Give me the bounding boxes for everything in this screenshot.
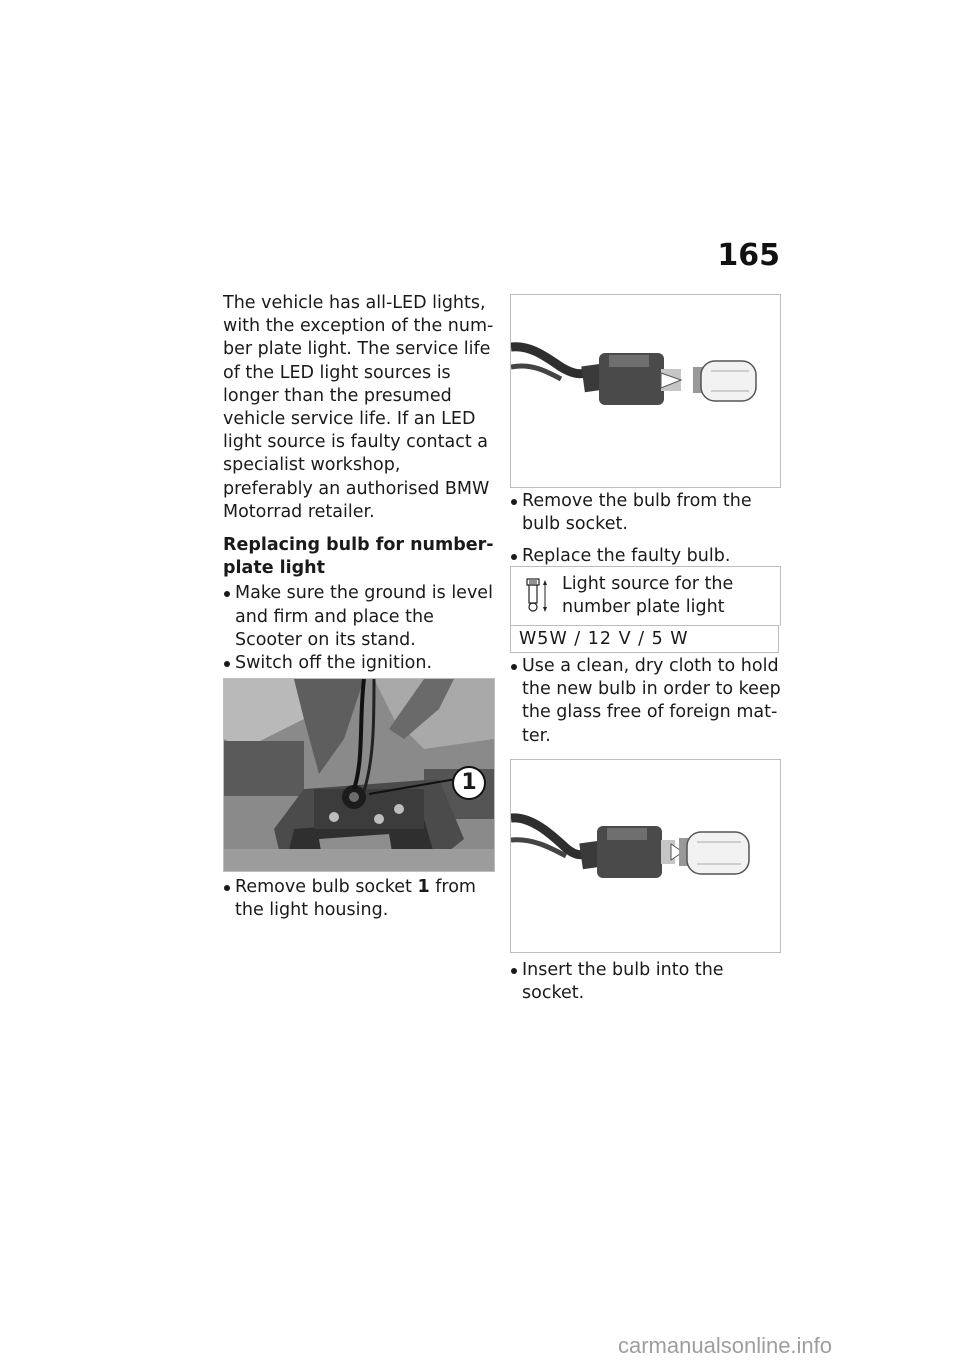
spec-label: Light source for the number plate light: [562, 574, 734, 618]
step-clean-cloth: Use a clean, dry cloth to hold the new bulb in order to keep the glass free of foreign mat-ter.: [510, 655, 785, 748]
bulb-inserted-illustration: [511, 760, 780, 952]
remove-socket-text-before: Remove bulb socket: [235, 877, 418, 897]
right-steps-c: [510, 959, 785, 1005]
remove-socket-text-after: from the light housing.: [235, 877, 476, 921]
step-remove-bulb: Remove the bulb from the bulb socket.: [510, 490, 785, 536]
intro-paragraph: The vehicle has all-LED lights, with the exception of the num-ber plate light. The service life of the LED light sources is longer than the presumed vehicle service life. If an LED light source is faulty contact a specialist workshop, preferably an authorised BMW Motorrad retailer.: [223, 293, 494, 522]
spec-box: [510, 566, 781, 626]
step-ignition: Switch off the ignition.: [223, 652, 495, 675]
step-insert-bulb: Insert the bulb into the socket.: [510, 959, 785, 1005]
bulb-removed-illustration: [511, 295, 780, 487]
figure-bulb-inserted: [510, 759, 781, 953]
step-replace-bulb: Replace the faulty bulb.: [510, 545, 785, 568]
remove-socket-step: [223, 876, 495, 922]
figure-bulb-removed: [510, 294, 781, 488]
right-steps-b: [510, 655, 785, 748]
step-remove-socket: [223, 876, 495, 922]
figure-light-housing: [223, 678, 495, 872]
callout-1: 1: [452, 766, 486, 800]
remove-socket-ref: 1: [417, 877, 430, 897]
section-heading: Replacing bulb for number-plate light: [223, 535, 494, 579]
page-number: 165: [717, 238, 780, 273]
step-ground: Make sure the ground is level and firm and place the Scooter on its stand.: [223, 582, 495, 652]
watermark: carmanualsonline.info: [618, 1333, 833, 1358]
right-steps-a: [510, 490, 785, 569]
left-column: [223, 292, 495, 675]
bulb-spec-icon: [525, 577, 549, 615]
spec-value: W5W / 12 V / 5 W: [510, 625, 779, 653]
